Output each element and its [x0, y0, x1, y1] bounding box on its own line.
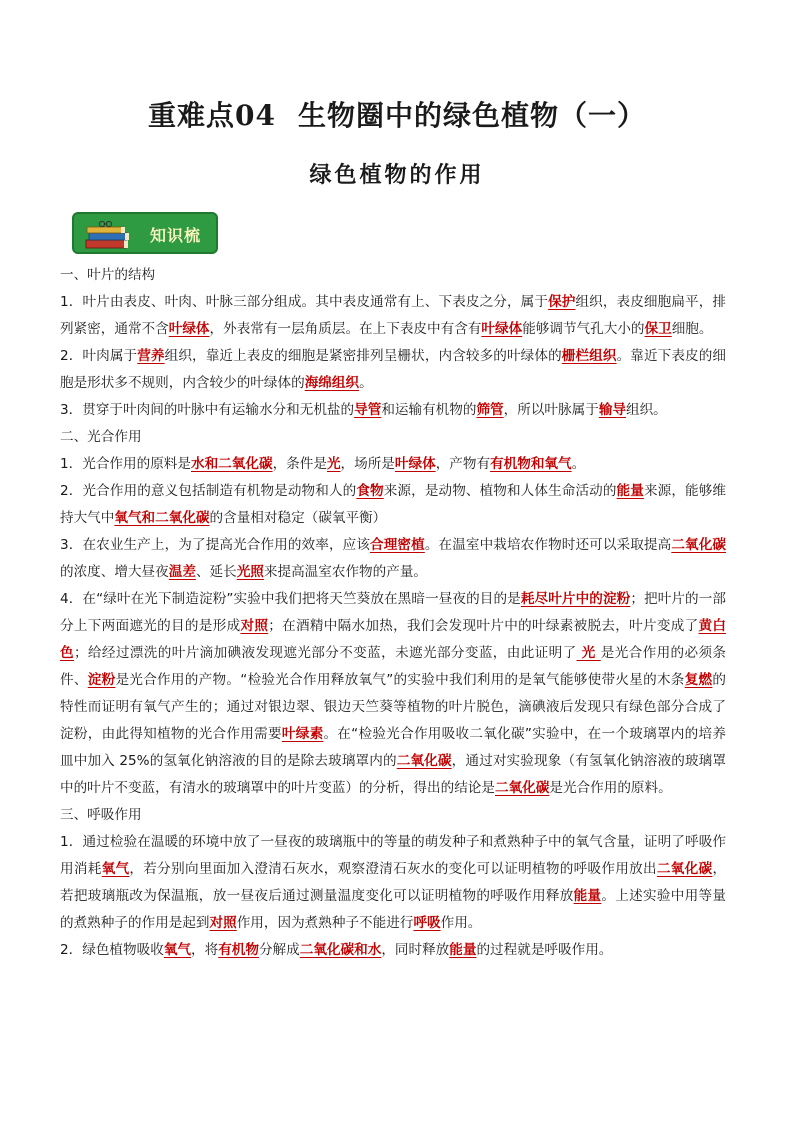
text-run: ，将	[191, 942, 219, 958]
section-heading-leaf-structure: 一、叶片的结构	[60, 267, 156, 283]
keyword: 能量	[449, 942, 477, 958]
keyword: 对照	[240, 618, 269, 634]
text-run: 细胞。	[671, 321, 713, 337]
text-run: 作用。	[440, 915, 482, 931]
keyword: 叶绿体	[168, 321, 210, 337]
keyword: 呼吸	[413, 915, 441, 931]
text-run: 3．贯穿于叶肉间的叶脉中有运输水分和无机盐的	[60, 402, 355, 418]
text-run: 2．绿色植物吸收	[60, 942, 164, 958]
keyword: 氧气和二氧化碳	[114, 510, 210, 526]
text-run: 能够调节气孔大小的	[522, 321, 645, 337]
paragraph	[60, 451, 726, 478]
text-run: 来提高温室农作物的产量。	[263, 564, 428, 580]
keyword: 耗尽叶片中的淀粉	[520, 591, 631, 607]
text-run: 1．光合作用的原料是	[60, 456, 191, 472]
keyword: 氧气	[101, 861, 130, 877]
paragraph	[60, 937, 726, 964]
keyword: 黄白色	[60, 618, 727, 661]
text-run: 。	[571, 456, 586, 472]
text-run: ，条件是	[272, 456, 327, 472]
keyword: 对照	[209, 915, 237, 931]
keyword: 光照	[236, 564, 264, 580]
keyword: 叶绿体	[481, 321, 523, 337]
keyword: 叶绿体	[394, 456, 436, 472]
text-run: 是光合作用的原料。	[549, 780, 672, 796]
keyword: 光	[576, 645, 601, 661]
text-run: 来源，能够维持大气中	[60, 483, 727, 526]
keyword: 食物	[356, 483, 384, 499]
paragraph	[60, 478, 726, 532]
text-run: ；把叶片的一部分上下两面遮光的目的是形成	[60, 591, 727, 634]
text-run: 是光合作用的产物。“检验光合作用释放氧气”的实验中我们利用的是氧气能够使带火星的木条	[115, 672, 685, 688]
keyword: 温差	[168, 564, 196, 580]
keyword: 有机物和氧气	[490, 456, 572, 472]
text-run: 3．在农业生产上，为了提高光合作用的效率，应该	[60, 537, 371, 553]
page-subtitle: 绿色植物的作用	[309, 162, 485, 188]
keyword: 二氧化碳和水	[299, 942, 382, 958]
paragraph	[60, 586, 726, 802]
keyword: 海绵组织	[304, 375, 360, 391]
text-run: 1．通过检验在温暖的环境中放了一昼夜的玻璃瓶中的等量的萌发种子和煮熟种子中的氧气含量，证明了呼吸作用消耗	[60, 834, 726, 877]
text-run: 的特性而证明有氧气产生的；通过对银边翠、银边天竺葵等植物的叶片脱色，滴碘液后发现只有绿色部分合成了淀粉，由此得知植物的光合作用需要	[60, 672, 727, 742]
keyword: 叶绿素	[281, 726, 324, 742]
text-run: ，所以叶脉属于	[503, 402, 599, 418]
keyword: 光	[326, 456, 341, 472]
text-run: ，若把玻璃瓶改为保温瓶，放一昼夜后通过测量温度变化可以证明植物的呼吸作用释放	[60, 861, 727, 904]
keyword: 合理密植	[370, 537, 425, 553]
text-run: ，同时释放	[381, 942, 450, 958]
text-run: 分解成	[258, 942, 300, 958]
text-run: ，场所是	[340, 456, 395, 472]
keyword: 筛管	[476, 402, 504, 418]
text-run: 。上述实验中用等量的煮熟种子的作用是起到	[60, 888, 727, 931]
content-body	[60, 262, 726, 964]
text-run: 的过程就是呼吸作用。	[476, 942, 613, 958]
text-run: ；给经过漂洗的叶片滴加碘液发现遮光部分不变蓝，未遮光部分变蓝，由此证明了	[73, 645, 577, 661]
section-heading-respiration: 三、呼吸作用	[60, 807, 142, 823]
text-run: 2．光合作用的意义包括制造有机物是动物和人的	[60, 483, 357, 499]
keyword: 营养	[137, 348, 165, 364]
text-run: 作用，因为煮熟种子不能进行	[236, 915, 414, 931]
text-run: 的浓度、增大昼夜	[60, 564, 169, 580]
paragraph	[60, 532, 726, 586]
keyword: 水和二氧化碳	[191, 456, 273, 472]
paragraph	[60, 829, 726, 937]
text-run: ，若分别向里面加入澄清石灰水，观察澄清石灰水的变化可以证明植物的呼吸作用放出	[129, 861, 657, 877]
text-run: 。在“检验光合作用吸收二氧化碳”实验中，在一个玻璃罩内的培养皿中加入 25%的氢氧化钠溶液的目的是除去玻璃罩内的	[60, 726, 726, 769]
text-run: 。	[359, 375, 373, 391]
keyword: 保护	[548, 294, 576, 310]
keyword: 栅栏组织	[561, 348, 617, 364]
page-title	[0, 94, 794, 134]
text-run: 组织，表皮细胞扁平，排列紧密，通常不含	[60, 294, 726, 337]
badge-label: 知识梳	[150, 226, 202, 245]
text-run: 组织，靠近上表皮的细胞是紧密排列呈栅状，内含较多的叶绿体的	[164, 348, 562, 364]
text-run: 。靠近下表皮的细胞是形状多不规则，内含较少的叶绿体的	[60, 348, 727, 391]
keyword: 有机物	[218, 942, 259, 958]
text-run: 。在温室中栽培农作物时还可以采取提高	[424, 537, 672, 553]
text-run: 和运输有机物的	[381, 402, 477, 418]
paragraph	[60, 343, 726, 397]
keyword: 导管	[354, 402, 382, 418]
keyword: 能量	[616, 483, 644, 499]
keyword: 二氧化碳	[396, 753, 452, 769]
text-run: 4．在“绿叶在光下制造淀粉”实验中我们把将天竺葵放在黑暗一昼夜的目的是	[60, 591, 521, 607]
keyword: 复燃	[684, 672, 713, 688]
text-run: ，通过对实验现象（有氢氧化钠溶液的玻璃罩中的叶片不变蓝，有清水的玻璃罩中的叶片变蓝）的分析，得出的结论是	[60, 753, 726, 796]
keyword: 输导	[598, 402, 626, 418]
text-run: 、延长	[195, 564, 237, 580]
text-run: 1．叶片由表皮、叶肉、叶脉三部分组成。其中表皮通常有上、下表皮之分，属于	[60, 294, 549, 310]
section-heading-photosynthesis: 二、光合作用	[60, 429, 142, 445]
text-run: 2．叶肉属于	[60, 348, 138, 364]
text-run: 的含量相对稳定（碳氧平衡）	[209, 510, 387, 526]
keyword: 二氧化碳	[656, 861, 713, 877]
keyword: 能量	[573, 888, 602, 904]
paragraph	[60, 289, 726, 343]
keyword: 淀粉	[87, 672, 116, 688]
title-number: 重难点04	[148, 99, 276, 132]
text-run: 组织。	[626, 402, 667, 418]
text-run: ；在酒精中隔水加热，我们会发现叶片中的叶绿素被脱去，叶片变成了	[268, 618, 699, 634]
keyword: 氧气	[163, 942, 191, 958]
knowledge-badge	[72, 212, 218, 254]
text-run: ，产物有	[435, 456, 491, 472]
keyword: 二氧化碳	[495, 780, 550, 796]
books-icon	[84, 220, 134, 250]
text-run: 是光合作用的必须条件、	[60, 645, 727, 688]
paragraph	[60, 397, 726, 424]
text-run: ，外表常有一层角质层。在上下表皮中有含有	[209, 321, 482, 337]
text-run: 来源，是动物、植物和人体生命活动的	[383, 483, 617, 499]
keyword: 保卫	[644, 321, 672, 337]
keyword: 二氧化碳	[671, 537, 727, 553]
title-text: 生物圈中的绿色植物（一）	[297, 99, 646, 132]
